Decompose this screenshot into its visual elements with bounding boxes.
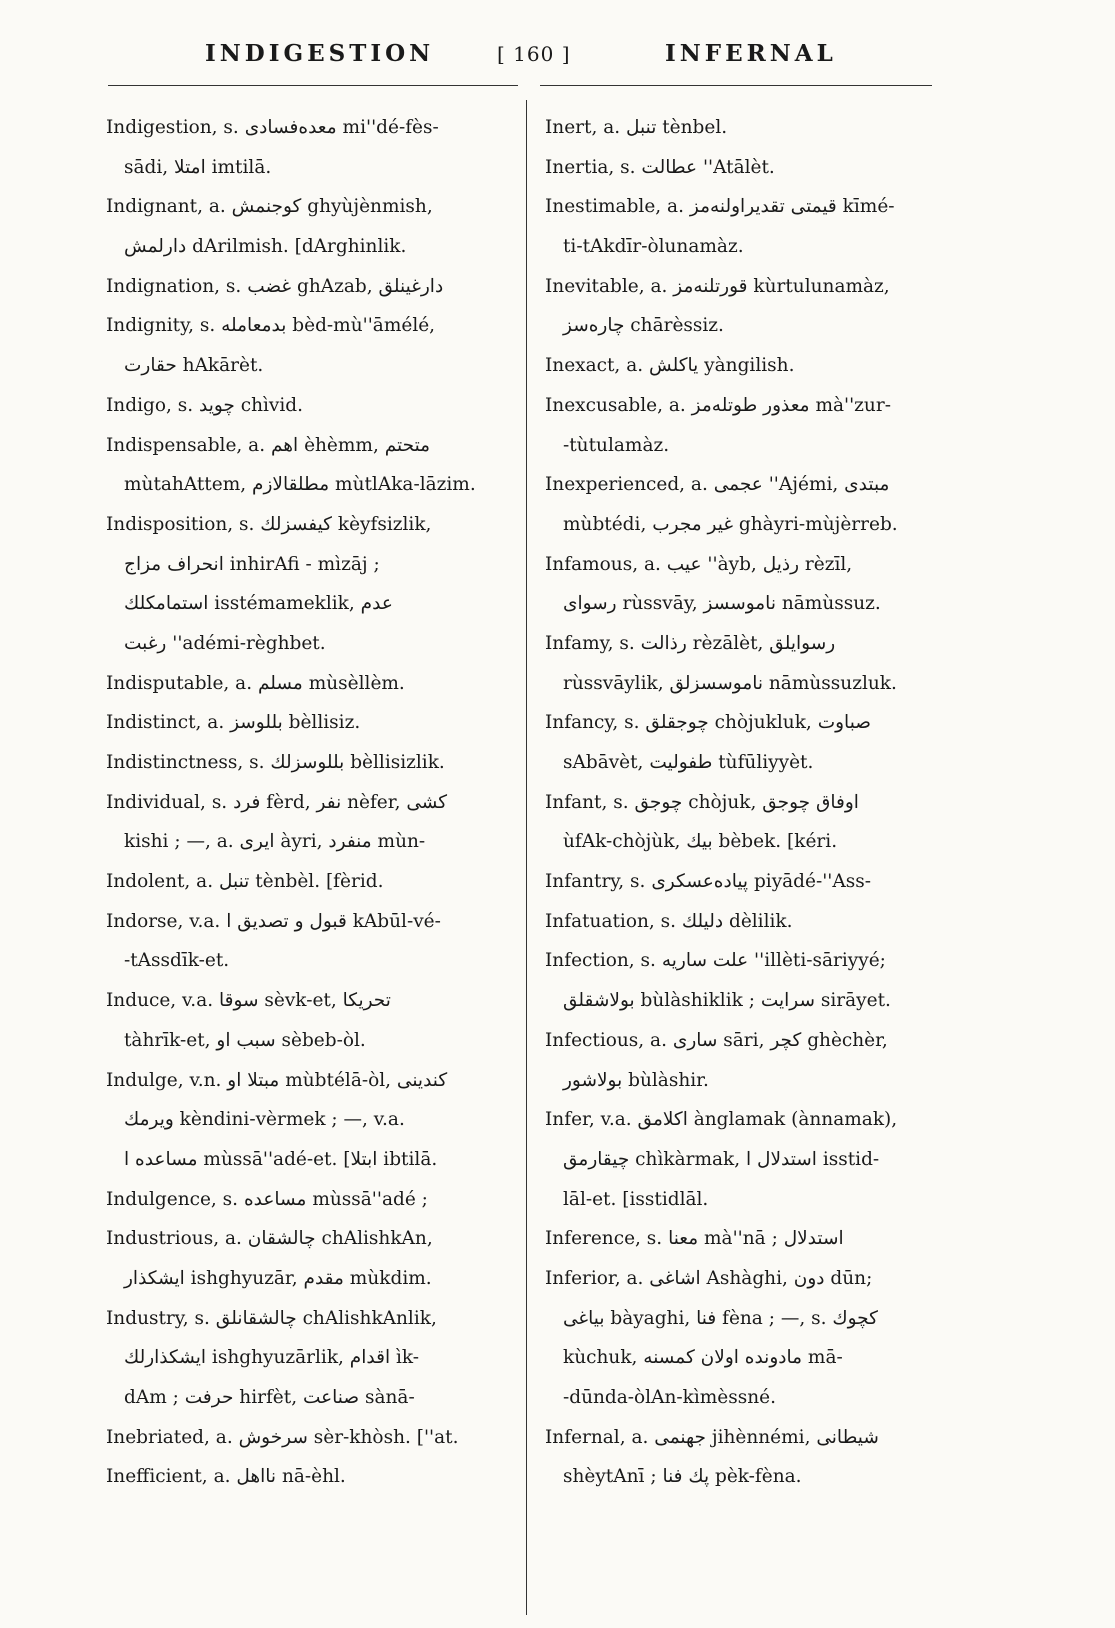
dictionary-line: Infamy, s. رذالت rèzālèt, رسوایلق [545, 632, 836, 654]
dictionary-line: Infatuation, s. دلیلك dèlilik. [545, 910, 793, 932]
dictionary-line: مساعدە ا mùssā''adé-et. [ابتلا ibtilā. [124, 1148, 438, 1170]
dictionary-line: Infernal, a. جهنمی jihènnémi, شیطانی [545, 1426, 879, 1448]
dictionary-line: Indolent, a. تنبل tènbèl. [fèrid. [106, 871, 384, 893]
dictionary-line: استمامکلك isstémameklik, عدم [124, 593, 393, 615]
running-head-right: INFERNAL [665, 40, 837, 67]
dictionary-line: ti-tAkdīr-òlunamàz. [563, 236, 744, 258]
dictionary-line: Indisposition, s. کیفسزلك kèyfsizlik, [106, 513, 432, 535]
dictionary-line: بولاشور bùlàshir. [563, 1069, 709, 1091]
dictionary-line: Industrious, a. چالشقان chAlishkAn, [106, 1228, 433, 1250]
dictionary-line: sAbāvèt, طفولیت tùfūliyyèt. [563, 752, 814, 773]
dictionary-line: Industry, s. چالشقانلق chAlishkAnlik, [106, 1307, 437, 1329]
dictionary-line: چیقارمق chìkàrmak, استدلال ا isstid- [563, 1148, 880, 1170]
dictionary-line: Inferior, a. اشاغی Ashàghi, دون dūn; [545, 1267, 873, 1289]
dictionary-line: ایشکذار ishghyuzār, مقدم mùkdim. [124, 1267, 432, 1289]
dictionary-line: Inert, a. تنبل tènbel. [545, 117, 728, 138]
dictionary-line: -dūnda-òlAn-kìmèssné. [563, 1387, 776, 1408]
dictionary-line: -tùtulamàz. [563, 434, 670, 456]
dictionary-line: ایشکذارلك ishghyuzārlik, اقدام ìk- [124, 1347, 420, 1369]
dictionary-line: ویرمك kèndini-vèrmek ; —, v.a. [124, 1109, 405, 1131]
dictionary-line: Individual, s. فرد fèrd, نفر nèfer, کشی [106, 791, 448, 813]
dictionary-line: tàhrīk-et, سبب او sèbeb-òl. [124, 1029, 366, 1051]
dictionary-line: Infer, v.a. اکلامق ànglamak (ànnamak), [545, 1109, 898, 1131]
dictionary-line: Inexperienced, a. عجمی ''Ajémi, مبتدی [545, 474, 890, 496]
dictionary-line: kùchuk, مادوندە اولان کمسنه mā- [563, 1347, 843, 1369]
dictionary-line: Inexcusable, a. معذور طوتلەمز mà''zur- [545, 394, 891, 416]
running-head-left: INDIGESTION [205, 40, 435, 67]
dictionary-line: Indorse, v.a. قبول و تصدیق ا kAbūl-vé- [106, 910, 441, 932]
dictionary-line: Infantry, s. پیادەعسکری piyādé-''Ass- [545, 871, 871, 893]
dictionary-line: Inestimable, a. قیمتی تقدیراولنەمز kīmé- [545, 196, 895, 218]
dictionary-line: shèytAnī ; پك فنا pèk-fèna. [563, 1466, 802, 1488]
dictionary-line: رسوای rùssvāy, ناموسسز nāmùssuz. [563, 593, 881, 615]
dictionary-line: Inevitable, a. قورتلنەمز kùrtulunamàz, [545, 275, 890, 297]
left-column [106, 108, 516, 1497]
dictionary-line: -tAssdīk-et. [124, 950, 230, 972]
right-column [545, 108, 937, 1497]
dictionary-line: Inertia, s. عطالت ''Atālèt. [545, 156, 775, 178]
column-divider [526, 100, 527, 1615]
dictionary-line: Induce, v.a. سوقا sèvk-et, تحریكا [106, 990, 391, 1012]
dictionary-line: Indignant, a. کوجنمش ghyùjènmish, [106, 196, 433, 218]
dictionary-line: Inexact, a. یاکلش yàngilish. [545, 355, 795, 377]
dictionary-line: Indulge, v.n. مبتلا او mùbtélā-òl, کندینی [106, 1069, 448, 1091]
dictionary-line: Inference, s. معنا mà''nā ; استدلال [545, 1228, 844, 1250]
dictionary-line: Indistinctness, s. بللوسزلك bèllisizlik. [106, 752, 445, 773]
dictionary-line: dAm ; حرفت hirfèt, صناعت sànā- [124, 1387, 415, 1408]
dictionary-line: Indigo, s. چوید chìvid. [106, 394, 304, 416]
dictionary-line: Infant, s. چوجق chòjuk, اوفاق چوجق [545, 791, 859, 813]
dictionary-line: بولاشقلق bùlàshiklik ; سرایت sirāyet. [563, 990, 891, 1012]
dictionary-line: Infamous, a. عیب ''àyb, رذیل rèzīl, [545, 553, 853, 575]
dictionary-line: بیاغی bàyaghi, فنا fèna ; —, s. کچوك [563, 1307, 878, 1329]
dictionary-line: دارلمش dArilmish. [dArghinlik. [124, 236, 407, 258]
dictionary-line: Indistinct, a. بللوسز bèllisiz. [106, 712, 361, 734]
dictionary-line: انحراف مزاج inhirAfi - mìzāj ; [124, 553, 380, 575]
dictionary-line: Inebriated, a. سرخوش sèr-khòsh. [''at. [106, 1426, 459, 1448]
dictionary-line: lāl-et. [isstidlāl. [563, 1188, 709, 1210]
dictionary-line: mùbtédi, غیر مجرب ghàyri-mùjèrreb. [563, 513, 898, 535]
header-rule-left [108, 85, 518, 86]
header-rule-right [540, 85, 932, 86]
dictionary-line: Indispensable, a. اهم èhèmm, متحتم [106, 434, 431, 456]
dictionary-line: حقارت hAkārèt. [124, 355, 264, 377]
page-number: [ 160 ] [497, 42, 571, 66]
dictionary-line: چارەسز chārèssiz. [563, 315, 724, 337]
dictionary-line: Indignation, s. غضب ghAzab, دارغینلق [106, 275, 444, 297]
dictionary-line: Indisputable, a. مسلم mùsèllèm. [106, 672, 405, 694]
dictionary-line: Infectious, a. ساری sāri, کچر ghèchèr, [545, 1029, 888, 1051]
dictionary-line: Infancy, s. چوجقلق chòjukluk, صباوت [545, 712, 871, 734]
dictionary-line: mùtahAttem, مطلقالازم mùtlAka-lāzim. [124, 474, 476, 496]
dictionary-line: ùfAk-chòjùk, بیك bèbek. [kéri. [563, 831, 838, 853]
dictionary-line: Indulgence, s. مساعدە mùssā''adé ; [106, 1188, 428, 1210]
dictionary-line: Indigestion, s. معدەفسادی mi''dé-fès- [106, 117, 439, 138]
dictionary-line: رغبت ''adémi-règhbet. [124, 632, 326, 654]
dictionary-line: kishi ; —, a. ایری àyri, منفرد mùn- [124, 831, 426, 853]
dictionary-line: Inefficient, a. نااهل nā-èhl. [106, 1466, 346, 1488]
dictionary-line: rùssvāylik, ناموسسزلق nāmùssuzluk. [563, 672, 897, 694]
dictionary-line: Infection, s. علت ساریه ''illèti-sāriyyé; [545, 950, 886, 972]
dictionary-line: Indignity, s. بدمعامله bèd-mù''āmélé, [106, 315, 436, 337]
dictionary-line: sādi, امتلا imtilā. [124, 156, 272, 178]
